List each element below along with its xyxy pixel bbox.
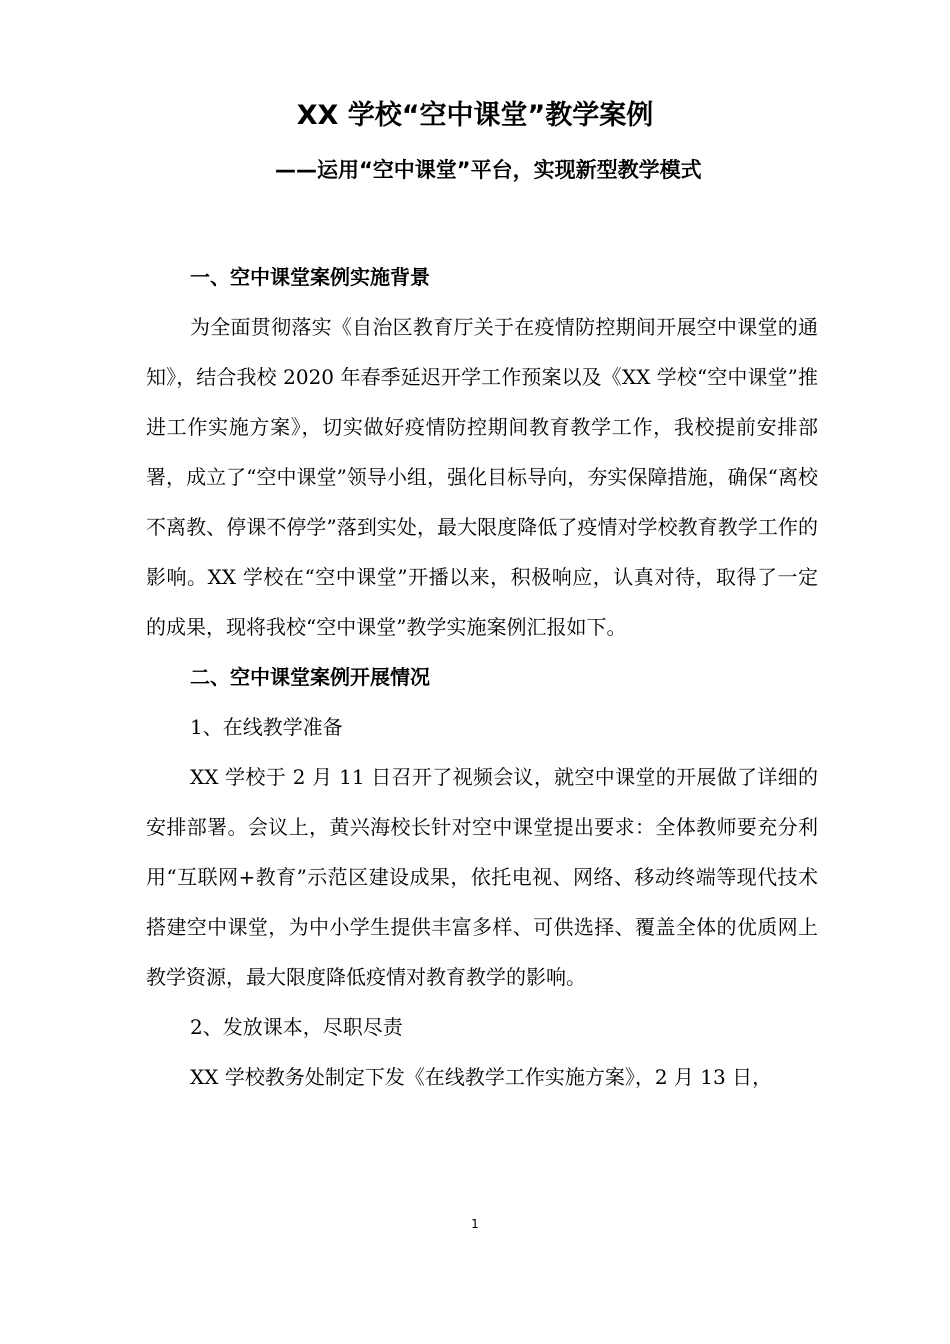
paragraph-background: 为全面贯彻落实《自治区教育厅关于在疫情防控期间开展空中课堂的通知》，结合我校 2020 年春季延迟开学工作预案以及《XX 学校“空中课堂”推进工作实施方案》，切实做好疫情防控期间教育教学工作，我校提前安排部署，成立了“空中课堂”领导小组，强化目标导向，夯实保障措施，确保“离校不离教、停课不停学”落到实处，最大限度降低了疫情对学校教育教学工作的影响。XX 学校在“空中课堂”开播以来，积极响应，认真对待，取得了一定的成果，现将我校“空中课堂”教学实施案例汇报如下。 [146,315,818,639]
section-heading-background: 一、空中课堂案例实施背景 [190,265,430,289]
subheading-online-teaching-preparation: 1、在线教学准备 [190,715,343,739]
section-heading-implementation: 二、空中课堂案例开展情况 [190,665,430,689]
paragraph-distribute-textbooks: XX 学校教务处制定下发《在线教学工作实施方案》，2 月 13 日， [190,1065,773,1089]
document-body [146,252,818,1102]
page-number: 1 [471,1217,479,1231]
document-title: XX 学校“空中课堂”教学案例 [296,100,654,131]
paragraph-online-teaching-preparation: XX 学校于 2 月 11 日召开了视频会议，就空中课堂的开展做了详细的安排部署。会议上，黄兴海校长针对空中课堂提出要求：全体教师要充分利用“互联网+教育”示范区建设成果，依托电视、网络、移动终端等现代技术搭建空中课堂，为中小学生提供丰富多样、可供选择、覆盖全体的优质网上教学资源，最大限度降低疫情对教育教学的影响。 [146,765,818,989]
document-subtitle: ——运用“空中课堂”平台，实现新型教学模式 [275,158,702,182]
subheading-distribute-textbooks: 2、发放课本，尽职尽责 [190,1015,403,1039]
